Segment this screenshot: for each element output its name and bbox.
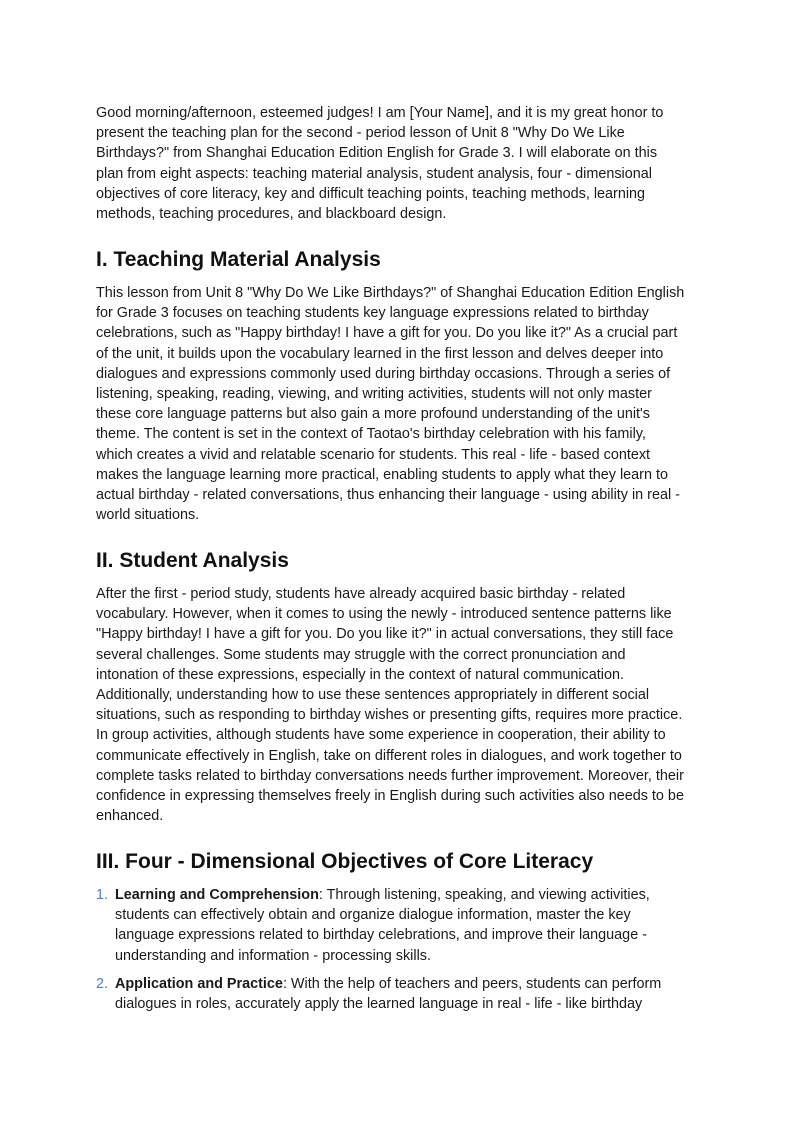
paragraph-line: Good morning/afternoon, esteemed judges! I am [Your Name], and it is my great honor to: [96, 105, 664, 121]
list-item-line: dialogues in roles, accurately apply the learned language in real - life - like birthday: [115, 996, 643, 1013]
paragraph-line: After the first - period study, students have already acquired basic birthday - related: [96, 586, 626, 602]
list-item-line: students can effectively obtain and organize dialogue information, master the key: [115, 907, 631, 924]
paragraph-line: complete tasks related to birthday conversations needs further improvement. Moreover, their: [96, 767, 684, 784]
paragraph-line: theme. The content is set in the context of Taotao's birthday celebration with his family,: [96, 426, 646, 443]
paragraph-line: which creates a vivid and relatable scenario for students. This real - life - based context: [96, 446, 651, 463]
list-item-body: [115, 974, 698, 1014]
paragraph-line: listening, speaking, reading, viewing, and writing activities, students will not only master: [96, 386, 652, 403]
section-heading-core-literacy-objectives: III. Four - Dimensional Objectives of Core Literacy: [96, 850, 594, 873]
paragraph-line: vocabulary. However, when it comes to using the newly - introduced sentence patterns like: [96, 606, 672, 623]
section-heading-student-analysis: II. Student Analysis: [96, 549, 289, 572]
paragraph-line: methods, teaching procedures, and blackboard design.: [96, 206, 447, 223]
student-analysis-paragraph: [96, 584, 698, 826]
paragraph-line: for Grade 3 focuses on teaching students key language expressions related to birthday: [96, 305, 649, 322]
section-heading-teaching-material-analysis: I. Teaching Material Analysis: [96, 248, 381, 271]
paragraph-line: intonation of these expressions, especially in the context of natural communication.: [96, 666, 624, 683]
paragraph-line: Additionally, understanding how to use these sentences appropriately in different social: [96, 687, 650, 704]
list-item-body: [115, 885, 698, 966]
paragraph-line: confidence in expressing themselves freely in English during such activities also needs to be: [96, 788, 684, 805]
paragraph-line: these core language patterns but also gain a more profound understanding of the unit's: [96, 406, 650, 423]
paragraph-line: world situations.: [96, 507, 200, 524]
intro-paragraph: [96, 103, 698, 224]
list-number: 2.: [96, 976, 109, 992]
paragraph-line: "Happy birthday! I have a gift for you. Do you like it?" in actual conversations, they still face: [96, 626, 674, 643]
paragraph-line: present the teaching plan for the second - period lesson of Unit 8 "Why Do We Like: [96, 125, 625, 142]
list-item: [96, 974, 698, 1014]
paragraph-line: actual birthday - related conversations, thus enhancing their language - using ability in real -: [96, 487, 680, 504]
paragraph-line: objectives of core literacy, key and difficult teaching points, teaching methods, learning: [96, 185, 646, 202]
paragraph-line: of the unit, it builds upon the vocabulary learned in the first lesson and delves deeper into: [96, 345, 664, 362]
list-item-term: Learning and Comprehension: [115, 887, 319, 903]
paragraph-line: This lesson from Unit 8 "Why Do We Like Birthdays?" of Shanghai Education Edition English: [96, 285, 685, 301]
paragraph-line: In group activities, although students have some experience in cooperation, their ability to: [96, 727, 666, 744]
list-item-text: : With the help of teachers and peers, students can perform: [282, 976, 662, 992]
paragraph-line: situations, such as responding to birthday wishes or presenting gifts, requires more practice.: [96, 707, 683, 724]
list-item: [96, 885, 698, 966]
paragraph-line: Birthdays?" from Shanghai Education Edition English for Grade 3. I will elaborate on this: [96, 145, 658, 162]
list-item-text: : Through listening, speaking, and viewing activities,: [318, 887, 650, 903]
paragraph-line: enhanced.: [96, 808, 164, 825]
list-item-term: Application and Practice: [115, 976, 283, 992]
list-item-first-line: [115, 885, 698, 905]
list-number: 1.: [96, 887, 109, 903]
paragraph-line: makes the language learning more practical, enabling students to apply what they learn to: [96, 466, 668, 483]
list-item-line: language expressions related to birthday celebrations, and improve their language -: [115, 927, 647, 944]
list-item-line: understanding and information - processing skills.: [115, 947, 431, 964]
paragraph-line: several challenges. Some students may struggle with the correct pronunciation and: [96, 646, 626, 663]
paragraph-line: plan from eight aspects: teaching material analysis, student analysis, four - dimensional: [96, 165, 652, 182]
paragraph-line: dialogues and expressions commonly used during birthday occasions. Through a series of: [96, 365, 671, 382]
list-item-first-line: [115, 974, 698, 994]
paragraph-line: communicate effectively in English, take on different roles in dialogues, and work together to: [96, 747, 682, 764]
teaching-material-paragraph: [96, 283, 698, 525]
paragraph-line: celebrations, such as "Happy birthday! I have a gift for you. Do you like it?" As a crucial part: [96, 325, 678, 342]
